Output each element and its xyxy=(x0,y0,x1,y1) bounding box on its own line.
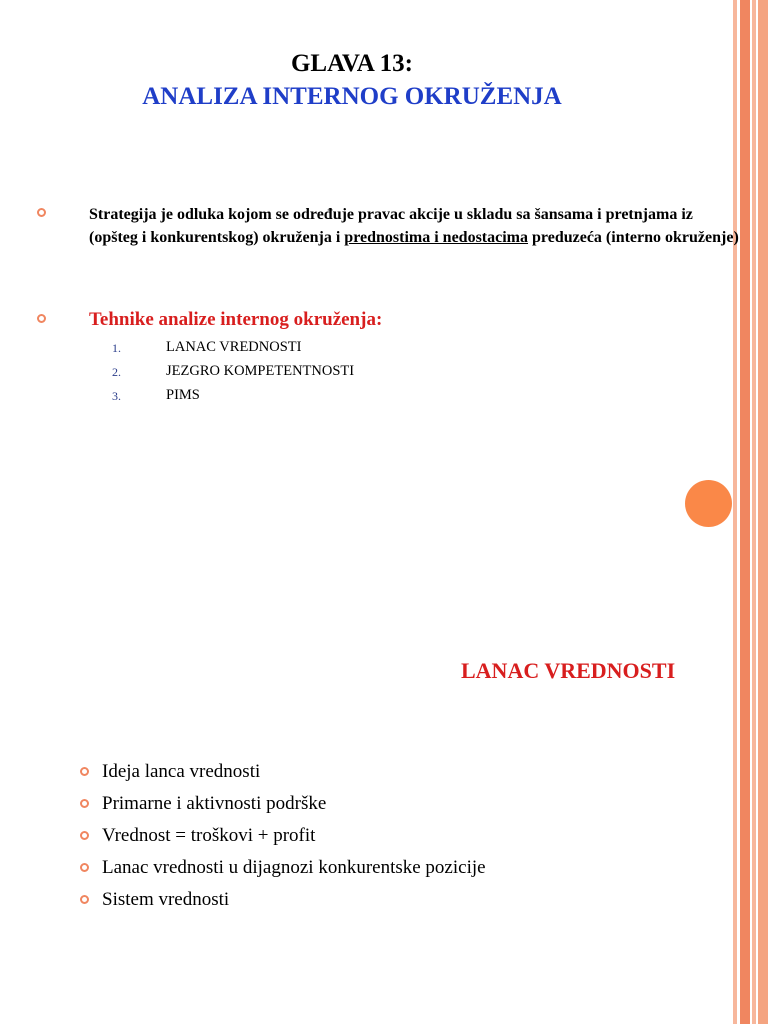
decorative-stripes xyxy=(728,0,768,1024)
chapter-subtitle: ANALIZA INTERNOG OKRUŽENJA xyxy=(142,83,562,110)
circle-bullet-icon xyxy=(37,208,46,217)
techniques-heading: Tehnike analize internog okruženja: xyxy=(89,309,383,330)
list-item-text: Ideja lanca vrednosti xyxy=(102,761,261,782)
circle-bullet-icon xyxy=(80,799,89,808)
list-item-text: Vrednost = troškovi + profit xyxy=(102,825,316,846)
stripe xyxy=(740,0,750,1024)
list-item-text: Sistem vrednosti xyxy=(102,889,230,910)
item-number: 1. xyxy=(112,341,121,355)
list-item-text: Lanac vrednosti u dijagnozi konkurentske pozicije xyxy=(102,857,486,878)
item-text: JEZGRO KOMPETENTNOSTI xyxy=(166,363,355,379)
section-title: LANAC VREDNOSTI xyxy=(461,658,676,683)
item-number: 2. xyxy=(112,365,121,379)
stripe xyxy=(758,0,768,1024)
strategy-text-post: preduzeća (interno okruženje) xyxy=(528,229,739,246)
circle-bullet-icon xyxy=(80,767,89,776)
stripe xyxy=(752,0,756,1024)
circle-bullet-icon xyxy=(37,314,46,323)
circle-bullet-icon xyxy=(80,863,89,872)
strategy-text-pre: Strategija je odluka kojom se određuje pravac akcije u skladu sa šansama i pretnjama iz (opšteg i konkurentskog) okruženja i xyxy=(89,206,693,246)
item-text: LANAC VREDNOSTI xyxy=(166,339,302,355)
strategy-text-underlined: prednostima i nedostacima xyxy=(344,229,529,246)
item-text: PIMS xyxy=(166,387,200,403)
item-number: 3. xyxy=(112,389,121,403)
strategy-paragraph xyxy=(89,203,739,249)
orange-circle-decoration xyxy=(685,480,732,527)
circle-bullet-icon xyxy=(80,895,89,904)
list-item-text: Primarne i aktivnosti podrške xyxy=(102,793,327,814)
stripe xyxy=(733,0,737,1024)
circle-bullet-icon xyxy=(80,831,89,840)
chapter-title: GLAVA 13: xyxy=(290,50,414,77)
